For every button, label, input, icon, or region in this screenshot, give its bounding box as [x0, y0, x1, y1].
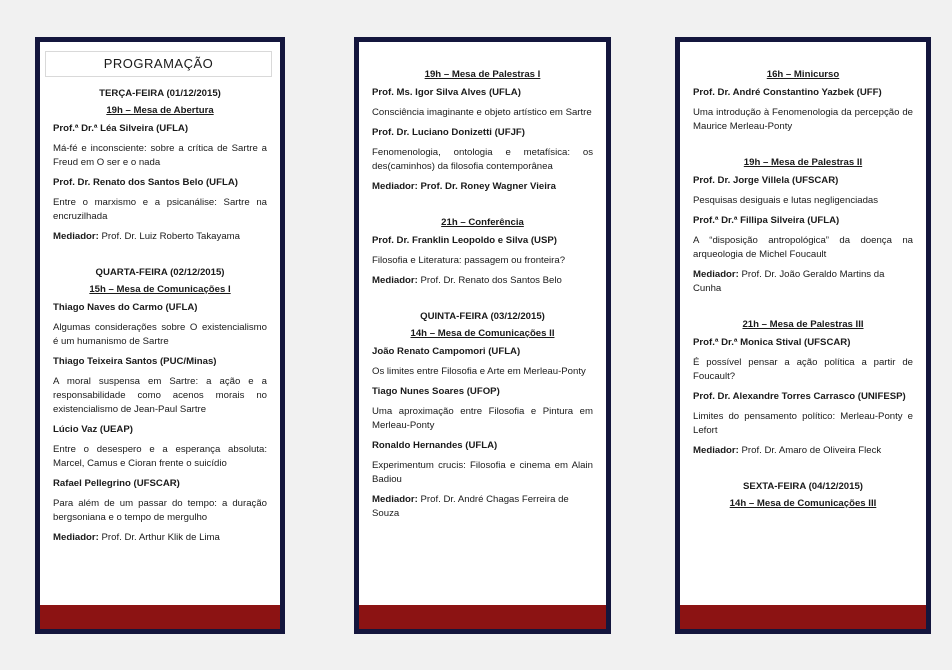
session-heading: 15h – Mesa de Comunicações I — [89, 284, 231, 295]
talk-title: É possível pensar a ação política a partir de Foucault? — [693, 357, 913, 382]
footer-bar — [40, 605, 280, 629]
talk-title: A moral suspensa em Sartre: a ação e a responsabilidade como acenos morais no existencialismo de Jean-Paul Sartre — [53, 376, 267, 415]
mediator-line — [372, 180, 593, 194]
speaker-name: Prof.ª Dr.ª Léa Silveira (UFLA) — [53, 123, 189, 134]
mediator-line — [372, 274, 593, 288]
session-heading: 19h – Mesa de Abertura — [106, 105, 214, 116]
mediator-name: Prof. Dr. Arthur Klik de Lima — [101, 532, 220, 543]
speaker-name: Prof. Ms. Igor Silva Alves (UFLA) — [372, 87, 521, 98]
mediator-label: Mediador: — [693, 445, 739, 456]
mediator-name: Prof. Dr. Amaro de Oliveira Fleck — [741, 445, 882, 456]
session-heading: 19h – Mesa de Palestras I — [424, 69, 541, 80]
footer-bar — [680, 605, 926, 629]
mediator-name: Prof. Dr. André Chagas Ferreira de Souza — [372, 494, 569, 519]
speaker-name: Thiago Naves do Carmo (UFLA) — [53, 302, 198, 313]
footer-bar — [359, 605, 606, 629]
talk-title: Uma aproximação entre Filosofia e Pintura em Merleau-Ponty — [372, 406, 593, 431]
speaker-name: Prof. Dr. André Constantino Yazbek (UFF) — [693, 87, 882, 98]
speaker-name: Prof. Dr. Jorge Villela (UFSCAR) — [693, 175, 839, 186]
program-panel-3 — [675, 37, 931, 634]
mediator-name: Prof. Dr. Roney Wagner Vieira — [420, 181, 556, 192]
mediator-line — [53, 531, 267, 545]
mediator-line — [693, 268, 913, 296]
speaker-name: João Renato Campomori (UFLA) — [372, 346, 521, 357]
talk-title: Entre o marxismo e a psicanálise: Sartre na encruzilhada — [53, 197, 267, 222]
program-title: PROGRAMAÇÃO — [45, 51, 272, 77]
speaker-name: Thiago Teixeira Santos (PUC/Minas) — [53, 356, 217, 367]
talk-title: A “disposição antropológica” da doença na arqueologia de Michel Foucault — [693, 235, 913, 260]
day-heading: SEXTA-FEIRA (04/12/2015) — [743, 481, 863, 492]
talk-title: Entre o desespero e a esperança absoluta: Marcel, Camus e Cioran frente o suicídio — [53, 444, 267, 469]
speaker-name: Prof.ª Dr.ª Fillipa Silveira (UFLA) — [693, 215, 840, 226]
talk-title: Algumas considerações sobre O existencialismo é um humanismo de Sartre — [53, 322, 267, 347]
mediator-label: Mediador: — [693, 269, 739, 280]
session-heading: 21h – Conferência — [441, 217, 524, 228]
speaker-name: Prof. Dr. Luciano Donizetti (UFJF) — [372, 127, 525, 138]
talk-title: Limites do pensamento político: Merleau-Ponty e Lefort — [693, 411, 913, 436]
speaker-name: Prof.ª Dr.ª Monica Stival (UFSCAR) — [693, 337, 851, 348]
program-panel-1 — [35, 37, 285, 634]
mediator-label: Mediador: — [53, 532, 99, 543]
mediator-name: Prof. Dr. João Geraldo Martins da Cunha — [693, 269, 885, 294]
session-heading: 19h – Mesa de Palestras II — [743, 157, 863, 168]
session-heading: 14h – Mesa de Comunicações II — [410, 328, 555, 339]
program-panel-2 — [354, 37, 611, 634]
speaker-name: Tiago Nunes Soares (UFOP) — [372, 386, 500, 397]
mediator-label: Mediador: — [372, 181, 418, 192]
mediator-label: Mediador: — [372, 275, 418, 286]
mediator-line — [372, 493, 593, 521]
mediator-name: Prof. Dr. Renato dos Santos Belo — [420, 275, 562, 286]
mediator-label: Mediador: — [53, 231, 99, 242]
talk-title: Fenomenologia, ontologia e metafísica: os des(caminhos) da filosofia contemporânea — [372, 147, 593, 172]
session-heading: 16h – Minicurso — [766, 69, 840, 80]
mediator-name: Prof. Dr. Luiz Roberto Takayama — [101, 231, 240, 242]
talk-title: Uma introdução à Fenomenologia da percepção de Maurice Merleau-Ponty — [693, 107, 913, 132]
speaker-name: Prof. Dr. Renato dos Santos Belo (UFLA) — [53, 177, 238, 188]
talk-title: Os limites entre Filosofia e Arte em Merleau-Ponty — [372, 366, 586, 377]
mediator-line — [53, 230, 267, 244]
mediator-label: Mediador: — [372, 494, 418, 505]
talk-title: Para além de um passar do tempo: a duração bergsoniana e o tempo de mergulho — [53, 498, 267, 523]
speaker-name: Lúcio Vaz (UEAP) — [53, 424, 133, 435]
talk-title: Consciência imaginante e objeto artístico em Sartre — [372, 107, 592, 118]
session-heading: 14h – Mesa de Comunicações III — [729, 498, 877, 509]
speaker-name: Prof. Dr. Franklin Leopoldo e Silva (USP) — [372, 235, 557, 246]
talk-title: Experimentum crucis: Filosofia e cinema em Alain Badiou — [372, 460, 593, 485]
talk-title: Filosofia e Literatura: passagem ou fronteira? — [372, 255, 566, 266]
talk-title: Má-fé e inconsciente: sobre a crítica de Sartre a Freud em O ser e o nada — [53, 143, 267, 168]
session-heading: 21h – Mesa de Palestras III — [742, 319, 864, 330]
talk-title: Pesquisas desiguais e lutas negligenciadas — [693, 195, 879, 206]
day-heading: QUARTA-FEIRA (02/12/2015) — [95, 267, 225, 278]
day-heading: TERÇA-FEIRA (01/12/2015) — [99, 88, 221, 99]
speaker-name: Prof. Dr. Alexandre Torres Carrasco (UNIFESP) — [693, 391, 906, 402]
mediator-line — [693, 444, 913, 458]
speaker-name: Ronaldo Hernandes (UFLA) — [372, 440, 498, 451]
day-heading: QUINTA-FEIRA (03/12/2015) — [420, 311, 545, 322]
speaker-name: Rafael Pellegrino (UFSCAR) — [53, 478, 180, 489]
